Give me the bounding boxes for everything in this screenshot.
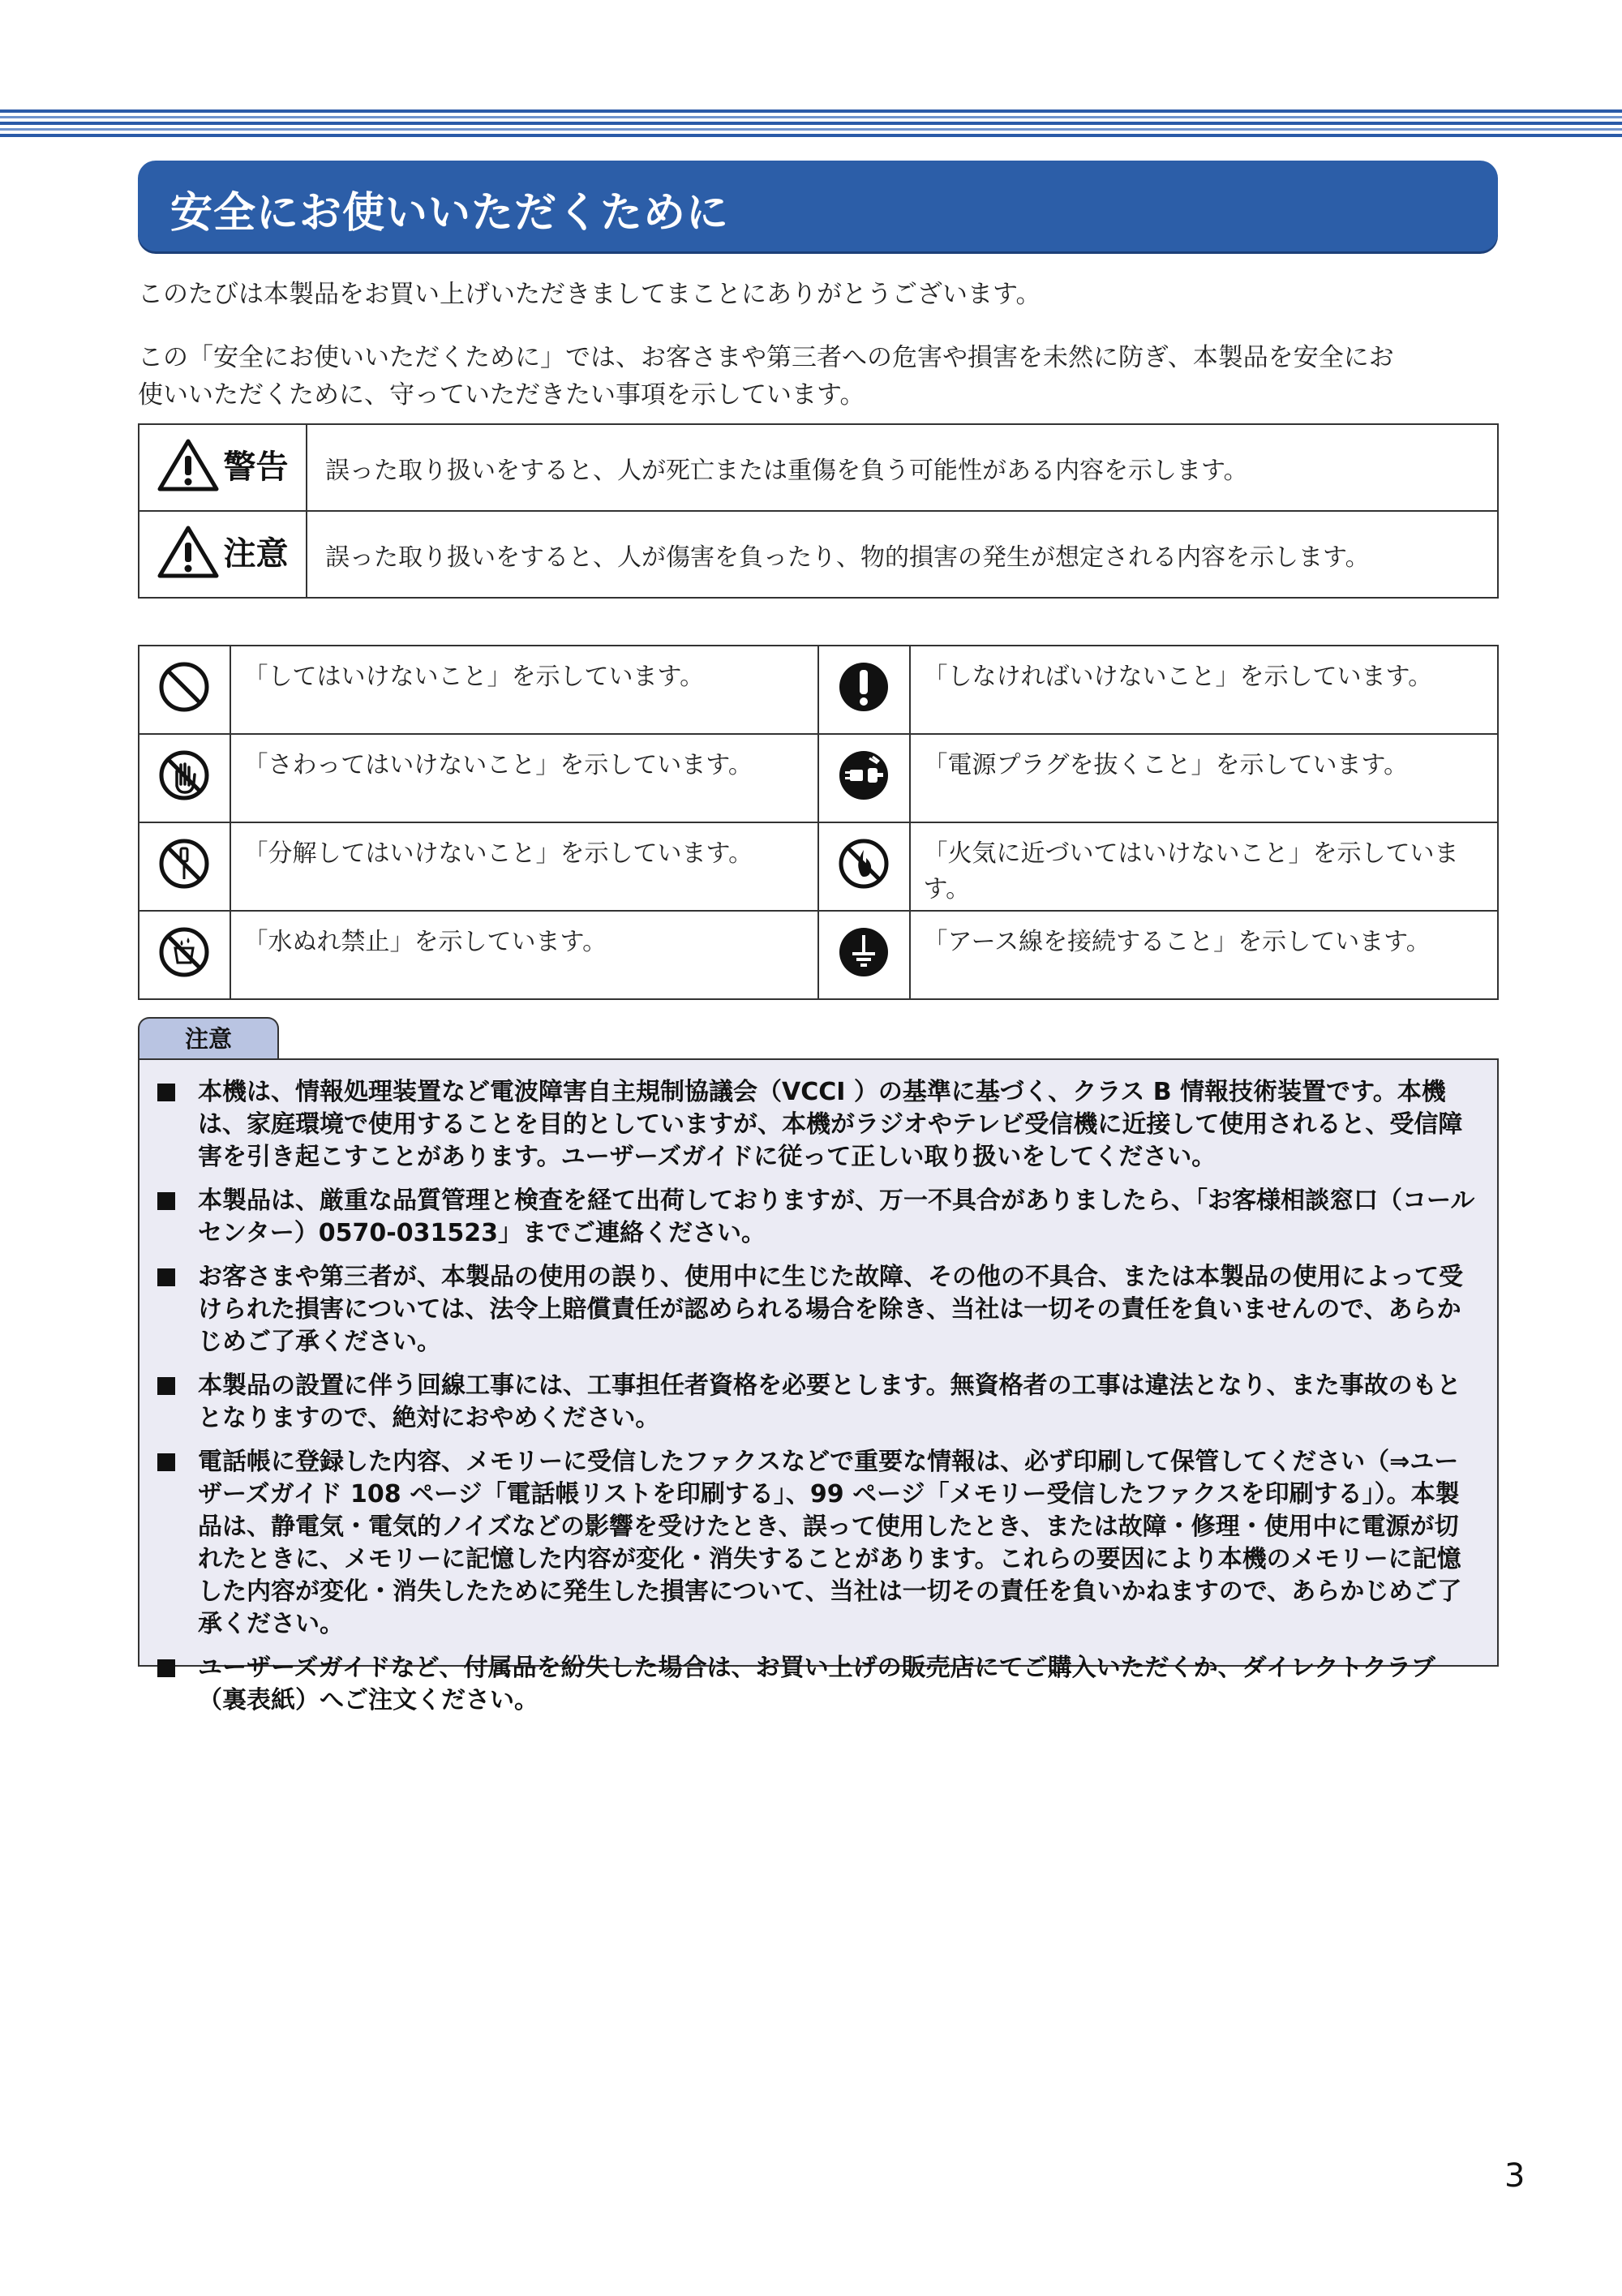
mark-text: 「分解してはいけないこと」を示しています。	[230, 822, 818, 911]
caution-item-text: お客さまや第三者が、本製品の使用の誤り、使用中に生じた故障、その他の不具合、または本製品の使用によって受けられた損害については、法令上賠償責任が認められる場合を除き、当社は一切その責任を負いませんので、あらかじめご了承ください。	[198, 1263, 1463, 1356]
square-bullet-icon	[157, 1192, 175, 1210]
intro-paragraph-1: このたびは本製品をお買い上げいただきましてまことにありがとうございます。	[138, 280, 1041, 309]
ground-icon	[837, 925, 890, 979]
no-fire-icon	[837, 837, 890, 891]
caution-item-text: 電話帳に登録した内容、メモリーに受信したファクスなどで重要な情報は、必ず印刷して保管してください（⇒ユーザーズガイド 108 ページ「電話帳リストを印刷する」、99 ページ「メモリー受信したファクスを印刷する」）。本製品は、静電気・電気的ノイズなどの影響を受けたとき、誤って使用したとき、または故障・修理・使用中に電源が切れたときに、メモリーに記憶した内容が変化・消失することがあります。これらの要因により本機のメモリーに記憶した内容が変化・消失したために発生した損害について、当社は一切その責任を負いかねますので、あらかじめご了承ください。	[198, 1448, 1462, 1638]
legend-text-warning: 誤った取り扱いをすると、人が死亡または重傷を負う可能性がある内容を示します。	[307, 424, 1498, 511]
mark-text: 「電源プラグを抜くこと」を示しています。	[910, 734, 1498, 822]
intro-line-2: 使いいただくために、守っていただきたい事項を示しています。	[138, 380, 865, 410]
square-bullet-icon	[157, 1377, 175, 1395]
mandatory-exclamation-icon	[837, 660, 890, 714]
legend-row-warning	[139, 424, 1498, 511]
symbol-marks-table	[138, 645, 1499, 1000]
marks-row	[139, 822, 1498, 911]
legend-text-caution: 誤った取り扱いをすると、人が傷害を負ったり、物的損害の発生が想定される内容を示します。	[307, 511, 1498, 598]
mark-text: 「アース線を接続すること」を示しています。	[910, 911, 1498, 999]
caution-box	[138, 1058, 1499, 1714]
caution-item-text: 本機は、情報処理装置など電波障害自主規制協議会（VCCI ）の基準に基づく、クラス B 情報技術装置です。本機は、家庭環境で使用することを目的としていますが、本機がラジオやテレビ受信機に近接して使用されると、受信障害を引き起こすことがあります。ユーザーズガイドに従って正しい取り扱いをしてください。	[198, 1078, 1463, 1171]
caution-item	[156, 1185, 1483, 1250]
page-number: 3	[1504, 2157, 1525, 2195]
mark-text: 「火気に近づいてはいけないこと」を示しています。	[910, 822, 1498, 911]
caution-item-text: 本製品は、厳重な品質管理と検査を経て出荷しておりますが、万一不具合がありましたら、「お客様相談窓口（コールセンター）0570-031523」までご連絡ください。	[198, 1187, 1475, 1247]
square-bullet-icon	[157, 1268, 175, 1286]
warning-triangle-icon	[157, 525, 219, 578]
caution-item	[156, 1261, 1483, 1358]
square-bullet-icon	[157, 1659, 175, 1677]
page-title: 安全にお使いいただくために	[170, 189, 730, 238]
no-disassembly-icon	[157, 837, 211, 891]
marks-row	[139, 734, 1498, 822]
legend-word-caution: 注意	[223, 535, 289, 573]
warning-legend-table	[138, 423, 1499, 599]
warning-triangle-icon	[157, 438, 219, 491]
no-touch-icon	[157, 749, 211, 802]
square-bullet-icon	[157, 1453, 175, 1471]
legend-word-warning: 警告	[223, 448, 289, 486]
intro-line-1: この「安全にお使いいただくために」では、お客さまや第三者への危害や損害を未然に防ぎ、本製品を安全にお	[138, 343, 1394, 372]
marks-row	[139, 911, 1498, 999]
intro-paragraph-2	[138, 339, 1500, 414]
caution-item	[156, 1370, 1483, 1435]
header-rules	[0, 109, 1622, 140]
mark-text: 「水ぬれ禁止」を示しています。	[230, 911, 818, 999]
caution-item-text: ユーザーズガイドなど、付属品を紛失した場合は、お買い上げの販売店にてご購入いただくか、ダイレクトクラブ（裏表紙）へご注文ください。	[198, 1654, 1435, 1714]
mark-text: 「さわってはいけないこと」を示しています。	[230, 734, 818, 822]
unplug-icon	[837, 749, 890, 802]
legend-row-caution	[139, 511, 1498, 598]
caution-label: 注意	[138, 1017, 279, 1059]
caution-item-text: 本製品の設置に伴う回線工事には、工事担任者資格を必要とします。無資格者の工事は違法となり、また事故のもととなりますので、絶対におやめください。	[198, 1371, 1461, 1432]
caution-item	[156, 1446, 1483, 1641]
prohibition-icon	[157, 660, 211, 714]
marks-row	[139, 646, 1498, 734]
title-banner	[138, 161, 1498, 251]
caution-list	[156, 1076, 1483, 1717]
mark-text: 「してはいけないこと」を示しています。	[230, 646, 818, 734]
caution-item	[156, 1652, 1483, 1717]
mark-text: 「しなければいけないこと」を示しています。	[910, 646, 1498, 734]
no-water-icon	[157, 925, 211, 979]
caution-item	[156, 1076, 1483, 1174]
square-bullet-icon	[157, 1084, 175, 1101]
